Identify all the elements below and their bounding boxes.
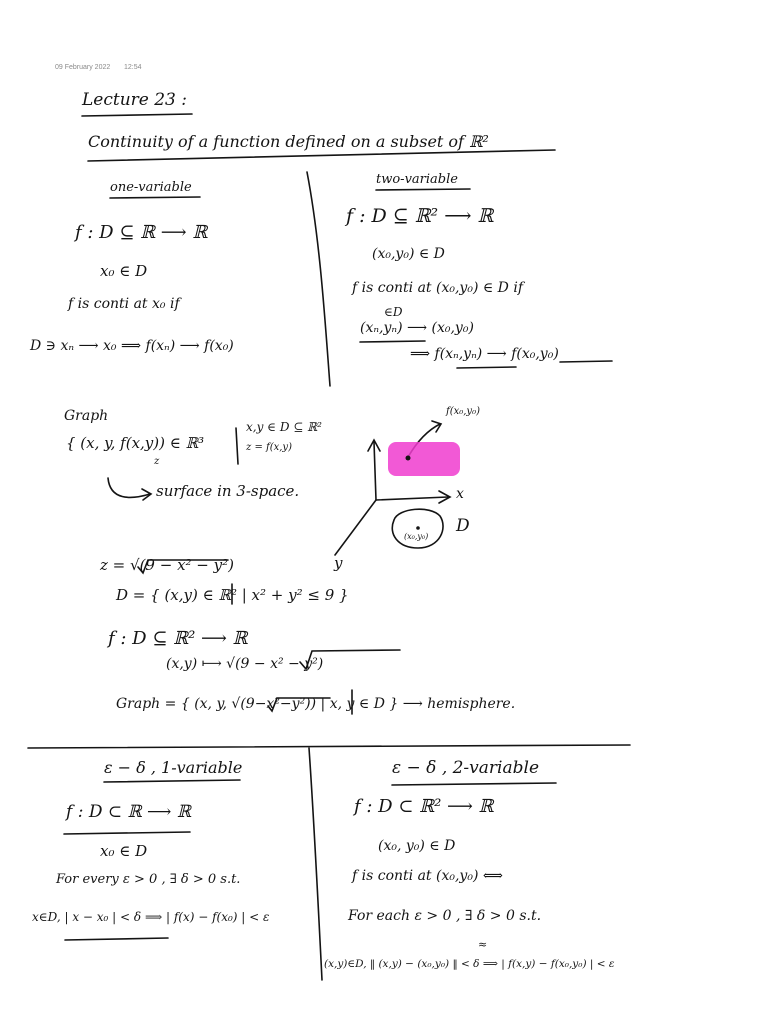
graph-cond-top: x,y ∈ D ⊆ ℝ² [246,420,322,434]
subtitle-underline [88,150,555,161]
eps2-underline [392,783,556,785]
example-graph: Graph = { (x, y, √(9−x²−y²)) | x, y ∈ D } ⟶ hemisphere. [116,696,516,712]
fig-region-label: (x₀,y₀) [404,532,429,541]
graph-surface-text: surface in 3-space. [156,482,300,500]
two-var-in-D: ∈D [384,305,403,319]
eps1-underline [104,780,240,782]
eps1-map-underline [64,832,190,834]
graph-label: Graph [64,408,109,424]
surface-highlight [388,442,460,476]
fig-point-label: f(x₀,y₀) [446,406,480,417]
one-var-map: f : D ⊆ ℝ ⟶ ℝ [75,222,208,243]
two-var-underline [376,189,470,190]
eps1-for-every: For every ε > 0 , ∃ δ > 0 s.t. [56,872,241,887]
note-date: 09 February 2022 [55,64,111,71]
y-axis [335,500,376,555]
fig-D-label: D [456,516,470,536]
one-var-underline [110,197,200,198]
two-var-sequence: (xₙ,yₙ) ⟶ (x₀,y₀) [360,320,474,336]
example-map: f : D ⊆ ℝ² ⟶ ℝ [108,628,248,649]
eps1-heading: ε − δ , 1-variable [104,758,243,777]
eps1-cond-underline [65,938,168,940]
fig-y-label: y [334,554,343,572]
two-var-condition: f is conti at (x₀,y₀) ∈ D if [352,280,524,296]
note-time: 12:54 [124,64,142,71]
example-rule: (x,y) ⟼ √(9 − x² − y²) [166,656,324,672]
two-var-implies: ⟹ f(xₙ,yₙ) ⟶ f(x₀,y₀) [410,346,559,362]
example-z: z = √(9 − x² − y²) [100,556,234,574]
bottom-vertical-divider [309,748,322,980]
one-var-condition: f is conti at x₀ if [68,296,180,312]
eps2-tick-mark: ≈ [478,938,488,951]
fx0-underline [560,361,612,362]
one-var-sequence: D ∋ xₙ ⟶ x₀ ⟹ f(xₙ) ⟶ f(x₀) [30,338,234,354]
eps2-point: (x₀, y₀) ∈ D [378,838,456,854]
horizontal-divider [28,745,630,748]
eps2-map: f : D ⊂ ℝ² ⟶ ℝ [354,796,494,817]
x-axis [376,497,448,500]
graph-set: { (x, y, f(x,y)) ∈ ℝ³ [66,434,205,452]
eps2-condition: f is conti at (x₀,y₀) ⟺ [352,868,503,884]
xnyn-underline [360,341,425,342]
graph-set-bar [236,428,238,464]
eps2-condition-line: (x,y)∈D, ‖ (x,y) − (x₀,y₀) ‖ < δ ⟹ | f(x,y) − f(x₀,y₀) | < ε [324,958,615,970]
graph-cond-bottom: z = f(x,y) [246,442,292,453]
eps1-map: f : D ⊂ ℝ ⟶ ℝ [66,802,191,822]
surface-arrow [108,478,150,497]
fxn-underline [457,367,516,368]
lecture-title: Lecture 23 : [82,90,188,110]
one-var-heading: one-variable [110,180,192,195]
fig-x-label: x [456,486,464,502]
top-vertical-divider [307,172,330,386]
graph-z: z [154,456,160,467]
eps2-heading: ε − δ , 2-variable [392,758,539,778]
one-var-point: x₀ ∈ D [100,262,148,280]
example-domain: D = { (x,y) ∈ ℝ² | x² + y² ≤ 9 } [116,586,349,604]
two-var-heading: two-variable [376,172,458,187]
eps1-condition: x∈D, | x − x₀ | < δ ⟹ | f(x) − f(x₀) | < ε [32,910,270,924]
two-var-point: (x₀,y₀) ∈ D [372,246,445,262]
z-axis [374,442,376,500]
two-var-map: f : D ⊆ ℝ² ⟶ ℝ [346,205,494,227]
eps2-for-each: For each ε > 0 , ∃ δ > 0 s.t. [348,908,542,924]
eps1-point: x₀ ∈ D [100,842,148,860]
lecture-subtitle: Continuity of a function defined on a subset of ℝ² [88,132,489,151]
title-underline [82,114,192,116]
